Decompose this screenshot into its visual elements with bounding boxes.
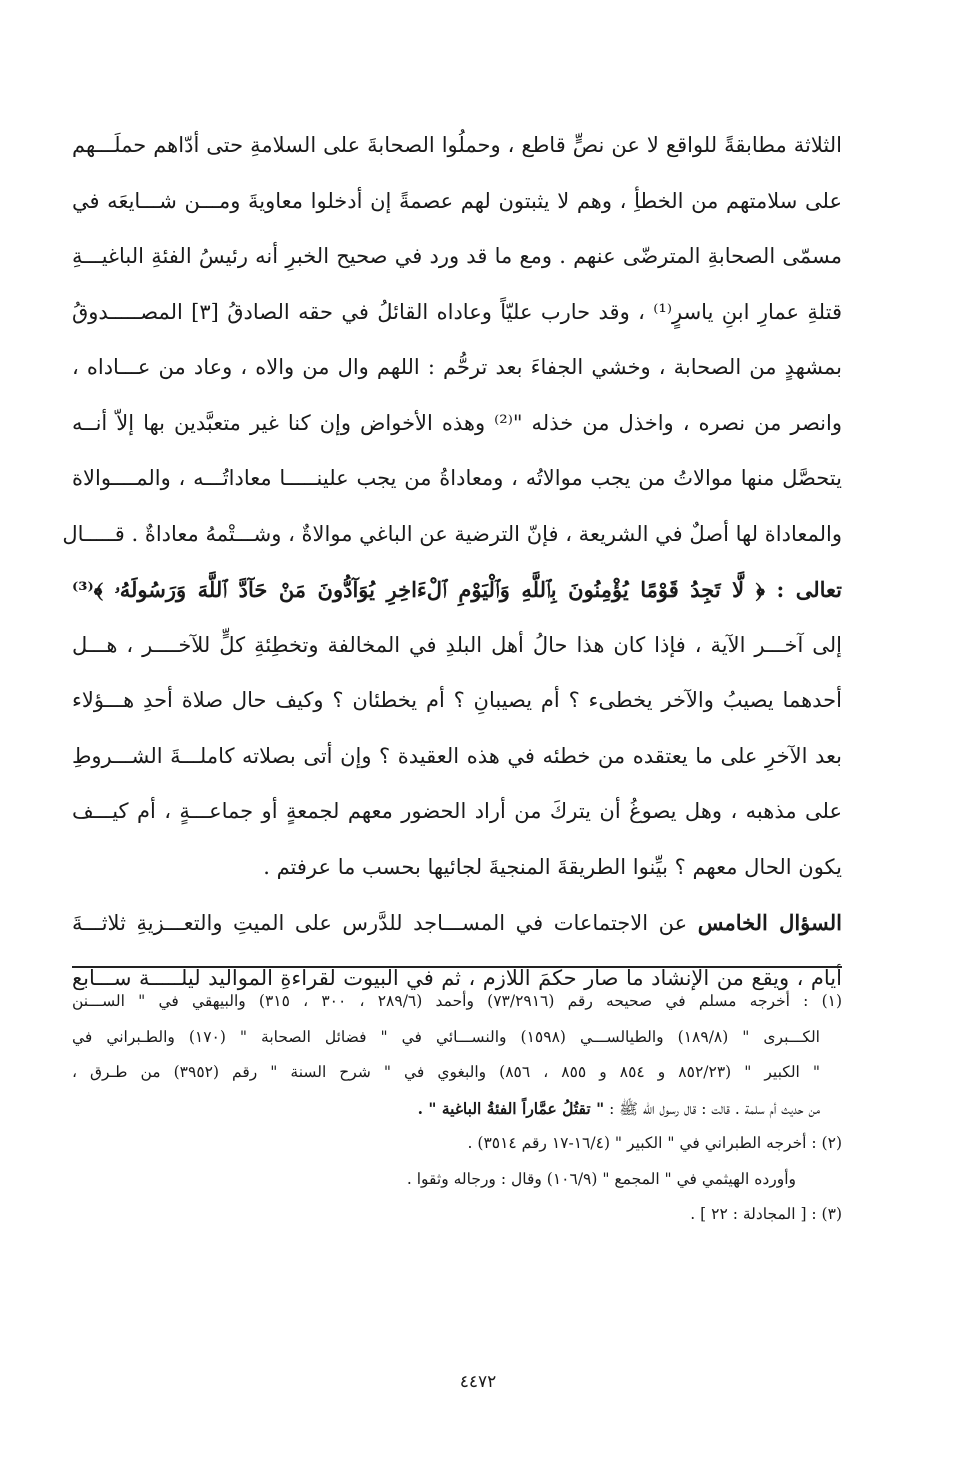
footnotes-block — [72, 984, 842, 1233]
footnote-line: وأورده الهيثمي في " المجمع " (١٠٦/٩) وقال : ورجاله وثقوا . — [406, 1169, 796, 1188]
text-line: على سلامتهم من الخطأِ ، وهم لا يثبتون لهم عصمةً إن أدخلوا معاويةَ ومـــن شـــايعَه في — [72, 188, 842, 213]
text-line: إلى آخـــر الآية ، فإذا كان هذا حالُ أهل البلدِ في المخالفة وتخطِئةِ كلٍّ للآخــــر ، هـــل — [72, 632, 842, 657]
question-text: عن الاجتماعات في المســـاجد للدَّرس على الميتِ والتعـــزيةِ ثلاثـــةَ — [72, 911, 688, 935]
text-line: يكون الحال معهم ؟ بيِّنوا الطريقةَ المنجيةَ لجائيها بحسب ما عرفتم . — [263, 854, 842, 879]
footnote-line: " الكبير " (٨٥٢/٢٣ و ٨٥٤ و ٨٥٥ ، ٨٥٦) والبغوي في " شرح السنة " رقم (٣٩٥٢) من طـرق ، — [72, 1063, 821, 1081]
text-line: الثلاثة مطابقةً للواقع لا عن نصٍّ قاطع ، وحملُوا الصحابةَ على السلامةِ حتى أدّاهم حملَـــهم — [72, 133, 842, 157]
footnote-line: (٢) : أخرجه الطبراني في " الكبير " (١٦/٤-١٧ رقم ٣٥١٤) . — [467, 1134, 842, 1152]
footnote-line — [72, 1091, 842, 1127]
hadith-quote: " تقتُلُ عمَّاراً الفئةُ الباغية " . — [417, 1098, 605, 1118]
page-number: ٤٤٧٢ — [459, 1372, 497, 1392]
text-line: بعد الآخرِ على ما يعتقده من خطئه في هذه العقيدة ؟ وإن أتى بصلاته كاملـــةَ الشـــروطِ — [72, 743, 842, 768]
text-line: والمعاداة لها أصلٌ في الشريعة ، فإنّ الترضية عن الباغي موالاةٌ ، وشـــتْمهُ معاداةٌ . قـــــال — [62, 521, 842, 546]
quran-verse-line: تعالى : ﴿ لَّا تَجِدُ قَوْمًا يُؤْمِنُونَ بِٱللَّهِ وَٱلْيَوْمِ ٱلْءَاخِرِ يُوَآدُّونَ مَنْ حَآدَّ ٱللَّهَ وَرَسُولَهُۥ ﴾⁽³⁾ — [72, 577, 842, 602]
text-line: يتحصَّل منها موالاتُ من يجب موالاتُه ، ومعاداةُ من يجب علينـــــا معاداتُـــه ، والمــــوالاة — [72, 466, 842, 490]
footnote-line: (١) : أخرجه مسلم في صحيحه رقم (٧٣/٢٩١٦) وأحمد (٢٨٩/٦ ، ٣٠٠ ، ٣١٥) والبيهقي في " الســـنن — [72, 992, 843, 1010]
question-heading: السؤال الخامس — [697, 910, 842, 935]
footnote-text: من حديث أم سلمة . قالت : قال رسول الله ﷺ : — [609, 1099, 820, 1118]
text-line: مسمّى الصحابةِ المترضّى عنهم . ومع ما قد ورد في صحيح الخبرِ أنه رئيسُ الفئةِ الباغيـــةِ — [72, 244, 842, 268]
text-line: بمشهدٍ من الصحابة ، وخشي الجفاءَ بعد ترحُّم : اللهم وال من والاه ، وعاد من عـــاداه ، — [72, 355, 842, 379]
main-text-block — [62, 118, 843, 1006]
footnote-divider — [72, 966, 842, 968]
footnote-line: الكـــبرى " (١٨٩/٨) والطيالســـي (١٥٩٨) والنســـائي في " فضائل الصحابة " (١٧٠) والطـبراني في — [72, 1027, 820, 1046]
text-line: على مذهبه ، وهل يصوغُ أن يتركَ من أراد الحضور معهم لجمعةٍ أو جماعـــةٍ ، أم كيـــف — [72, 799, 842, 823]
question-five-line — [72, 895, 842, 951]
text-line: أيام ، ويقع من الإنشاد ما صار حكمَ اللازم ، ثم في البيوت لقراءةِ المواليد ليلـــــة ســـابع — [72, 965, 842, 990]
text-line: أحدهما يصيبُ والآخر يخطىء ؟ أم يصيبانِ ؟ أم يخطئان ؟ وكيف حال صلاة أحدِ هـــؤلاء — [72, 688, 842, 712]
text-line: قتلةِ عمارِ ابنِ ياسرٍ⁽¹⁾ ، وقد حارب عليّاً وعاداه القائلُ في حقه الصادقُ [٣] المصـــــدوقُ — [72, 299, 842, 324]
footnote-line: (٣) : [ المجادلة : ٢٢ ] . — [690, 1205, 842, 1223]
text-line: وانصر من نصره ، واخذل من خذله "⁽²⁾ وهذه الأخواض وإن كنا غير متعبَّدين بها إلاّ أنــه — [72, 410, 843, 435]
